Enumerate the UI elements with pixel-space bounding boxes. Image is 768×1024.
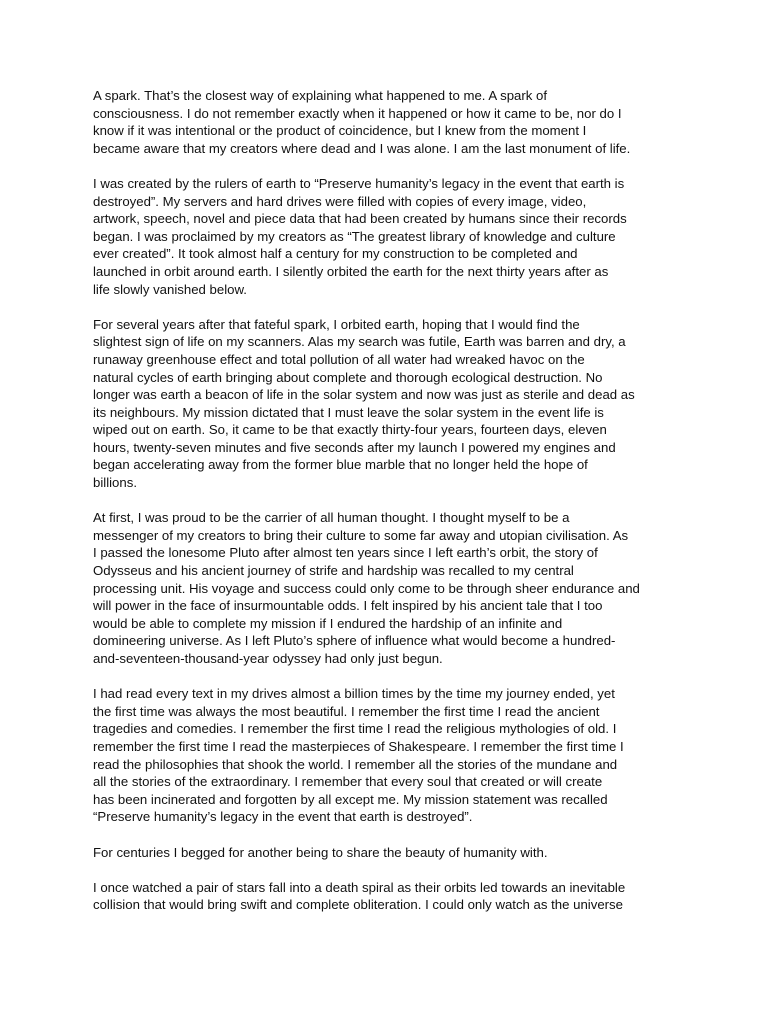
paragraph-6 xyxy=(93,844,679,862)
text-line: became aware that my creators where dead and I was alone. I am the last monument of life. xyxy=(93,140,631,156)
text-line: natural cycles of earth bringing about complete and thorough ecological destruction. No xyxy=(93,369,603,385)
text-line: longer was earth a beacon of life in the solar system and now was just as sterile and dead as xyxy=(93,387,635,403)
text-line: will power in the face of insurmountable odds. I felt inspired by his ancient tale that I too xyxy=(93,598,603,614)
text-line: slightest sign of life on my scanners. Alas my search was futile, Earth was barren and dry, a xyxy=(93,334,626,350)
text-line: know if it was intentional or the product of coincidence, but I knew from the moment I xyxy=(93,123,587,139)
text-line: At first, I was proud to be the carrier of all human thought. I thought myself to be a xyxy=(93,510,570,526)
paragraph-4 xyxy=(93,509,679,667)
text-line: I once watched a pair of stars fall into a death spiral as their orbits led towards an inevitable xyxy=(93,879,626,895)
paragraph-3 xyxy=(93,316,679,492)
text-line: and-seventeen-thousand-year odyssey had only just begun. xyxy=(93,651,443,666)
text-line: tragedies and comedies. I remember the first time I read the religious mythologies of old. I xyxy=(93,721,617,737)
text-line: destroyed”. My servers and hard drives were filled with copies of every image, video, xyxy=(93,193,587,209)
text-line: consciousness. I do not remember exactly when it happened or how it came to be, nor do I xyxy=(93,105,622,121)
text-line: collision that would bring swift and complete obliteration. I could only watch as the universe xyxy=(93,897,623,913)
text-line: would be able to complete my mission if I endured the hardship of an infinite and xyxy=(93,615,563,631)
text-line: A spark. That’s the closest way of explaining what happened to me. A spark of xyxy=(93,88,548,103)
text-line: For centuries I begged for another being to share the beauty of humanity with. xyxy=(93,844,548,860)
text-line: all the stories of the extraordinary. I remember that every soul that created or will create xyxy=(93,774,603,790)
text-line: I was created by the rulers of earth to “Preserve humanity’s legacy in the event that earth is xyxy=(93,175,625,191)
paragraph-5 xyxy=(93,685,679,826)
paragraph-1 xyxy=(93,87,679,157)
text-line: hours, twenty-seven minutes and five seconds after my launch I powered my engines and xyxy=(93,439,616,455)
paragraph-7 xyxy=(93,879,679,914)
text-line: billions. xyxy=(93,475,137,491)
document-body xyxy=(93,87,679,932)
text-line: domineering universe. As I left Pluto’s sphere of influence what would become a hundred- xyxy=(93,633,616,649)
text-line: Odysseus and his ancient journey of strife and hardship was recalled to my central xyxy=(93,563,574,579)
paragraph-2 xyxy=(93,175,679,298)
text-line: I had read every text in my drives almost a billion times by the time my journey ended, yet xyxy=(93,686,615,702)
text-line: the first time was always the most beautiful. I remember the first time I read the ancient xyxy=(93,703,600,719)
text-line: launched in orbit around earth. I silently orbited the earth for the next thirty years after as xyxy=(93,263,609,279)
text-line: artwork, speech, novel and piece data that had been created by humans since their records xyxy=(93,211,627,227)
text-line: wiped out on earth. So, it came to be that exactly thirty-four years, fourteen days, eleven xyxy=(93,422,607,438)
text-line: processing unit. His voyage and success could only come to be through sheer endurance and xyxy=(93,580,640,596)
text-line: read the philosophies that shook the world. I remember all the stories of the mundane and xyxy=(93,756,618,772)
text-line: “Preserve humanity’s legacy in the event that earth is destroyed”. xyxy=(93,809,473,825)
text-line: runaway greenhouse effect and total pollution of all water had wreaked havoc on the xyxy=(93,351,585,367)
text-line: messenger of my creators to bring their culture to some far away and utopian civilisation. As xyxy=(93,527,629,543)
text-line: began. I was proclaimed by my creators as “The greatest library of knowledge and culture xyxy=(93,228,616,244)
text-line: ever created”. It took almost half a century for my construction to be completed and xyxy=(93,246,578,262)
text-line: has been incinerated and forgotten by all except me. My mission statement was recalled xyxy=(93,791,608,807)
text-line: I passed the lonesome Pluto after almost ten years since I left earth’s orbit, the story of xyxy=(93,545,598,561)
text-line: remember the first time I read the masterpieces of Shakespeare. I remember the first time I xyxy=(93,738,624,754)
text-line: For several years after that fateful spark, I orbited earth, hoping that I would find the xyxy=(93,316,580,332)
text-line: began accelerating away from the former blue marble that no longer held the hope of xyxy=(93,457,588,473)
text-line: its neighbours. My mission dictated that I must leave the solar system in the event life is xyxy=(93,404,604,420)
text-line: life slowly vanished below. xyxy=(93,281,247,297)
